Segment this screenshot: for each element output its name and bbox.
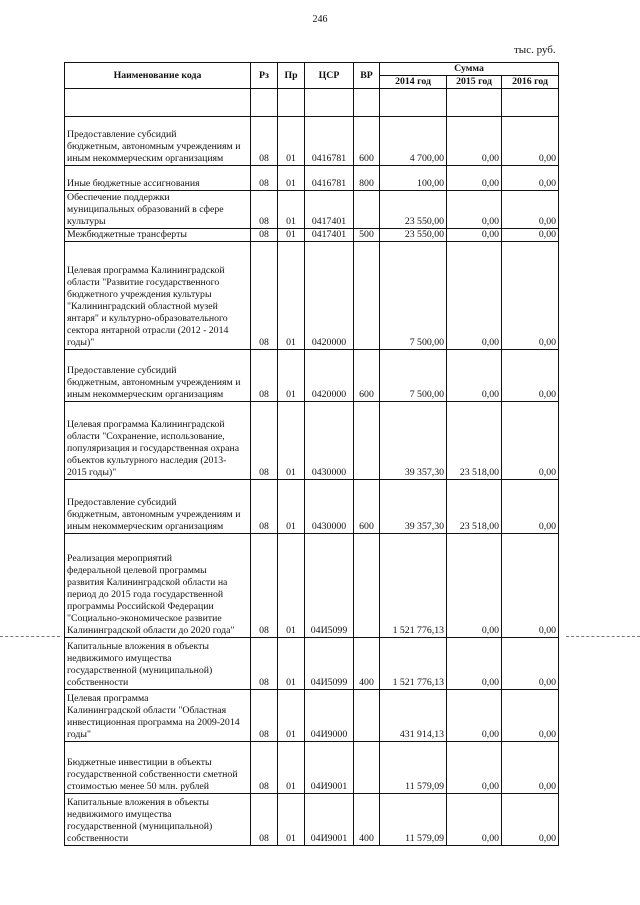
row-vr: [354, 242, 380, 350]
row-2014: 4 700,00: [380, 117, 447, 166]
header-rz: Рз: [251, 63, 278, 89]
row-2015: 0,00: [447, 742, 502, 794]
row-2016: 0,00: [502, 638, 559, 690]
row-name: Предоставление субсидий бюджетным, автономным учреждениям и иным некоммерческим организациям: [67, 365, 241, 400]
header-name: Наименование кода: [65, 63, 251, 89]
row-csr: 04И5099: [305, 638, 354, 690]
row-name: Целевая программа Калининградской области "Сохранение, использование, популяризация и государственная охрана объектов культурного наследия (2013- 2015 годы)": [67, 419, 240, 478]
row-name: Капитальные вложения в объекты недвижимого имущества государственной (муниципальной) собственности: [67, 641, 213, 688]
row-rz: 08: [251, 690, 278, 742]
row-rz: 08: [251, 242, 278, 350]
row-vr: [354, 191, 380, 229]
row-vr: 500: [354, 229, 380, 242]
row-pr: 01: [278, 166, 305, 191]
row-csr: 04И9001: [305, 794, 354, 846]
table-row: [65, 690, 559, 742]
row-rz: 08: [251, 350, 278, 402]
row-2014: 1 521 776,13: [380, 534, 447, 638]
row-pr: 01: [278, 480, 305, 534]
row-pr: 01: [278, 229, 305, 242]
scan-edge-mark: [566, 636, 640, 637]
row-2014: 39 357,30: [380, 480, 447, 534]
row-2014: 39 357,30: [380, 402, 447, 480]
row-2015: 0,00: [447, 229, 502, 242]
row-name: Предоставление субсидий бюджетным, автономным учреждениям и иным некоммерческим организациям: [67, 129, 241, 164]
row-csr: 0416781: [305, 166, 354, 191]
row-2015: 23 518,00: [447, 402, 502, 480]
row-rz: 08: [251, 166, 278, 191]
row-vr: 800: [354, 166, 380, 191]
row-2014: 1 521 776,13: [380, 638, 447, 690]
row-name: Обеспечение поддержки муниципальных образований в сфере культуры: [67, 192, 224, 227]
row-2016: 0,00: [502, 229, 559, 242]
row-rz: 08: [251, 638, 278, 690]
table-row: [65, 480, 559, 534]
row-vr: [354, 742, 380, 794]
row-vr: [354, 690, 380, 742]
row-rz: 08: [251, 191, 278, 229]
table-body: [65, 117, 559, 846]
row-rz: 08: [251, 229, 278, 242]
row-2014: 23 550,00: [380, 229, 447, 242]
row-csr: 0430000: [305, 402, 354, 480]
row-2016: 0,00: [502, 117, 559, 166]
row-2014: 23 550,00: [380, 191, 447, 229]
row-2015: 0,00: [447, 117, 502, 166]
budget-table: [64, 62, 559, 846]
row-vr: 600: [354, 350, 380, 402]
row-rz: 08: [251, 480, 278, 534]
row-2014: 100,00: [380, 166, 447, 191]
row-2016: 0,00: [502, 350, 559, 402]
row-pr: 01: [278, 534, 305, 638]
row-2015: 0,00: [447, 191, 502, 229]
row-name: Межбюджетные трансферты: [67, 229, 187, 240]
row-csr: 0417401: [305, 191, 354, 229]
table-row: [65, 350, 559, 402]
row-name: Капитальные вложения в объекты недвижимого имущества государственной (муниципальной) собственности: [67, 797, 213, 844]
row-2016: 0,00: [502, 166, 559, 191]
row-rz: 08: [251, 117, 278, 166]
header-2014: 2014 год: [380, 76, 447, 89]
row-csr: 0420000: [305, 350, 354, 402]
row-name: Иные бюджетные ассигнования: [67, 178, 200, 189]
row-2014: 431 914,13: [380, 690, 447, 742]
row-csr: 04И9000: [305, 690, 354, 742]
table-row: [65, 242, 559, 350]
row-pr: 01: [278, 638, 305, 690]
row-2015: 0,00: [447, 794, 502, 846]
row-2015: 0,00: [447, 690, 502, 742]
table-row: [65, 534, 559, 638]
row-vr: 400: [354, 638, 380, 690]
row-pr: 01: [278, 742, 305, 794]
row-2016: 0,00: [502, 690, 559, 742]
row-vr: [354, 402, 380, 480]
row-pr: 01: [278, 350, 305, 402]
page-number: 246: [312, 14, 328, 25]
row-csr: 0416781: [305, 117, 354, 166]
row-vr: [354, 534, 380, 638]
table-row: [65, 166, 559, 191]
row-pr: 01: [278, 794, 305, 846]
row-2016: 0,00: [502, 480, 559, 534]
header-csr: ЦСР: [305, 63, 354, 89]
row-2016: 0,00: [502, 794, 559, 846]
row-2015: 0,00: [447, 350, 502, 402]
row-csr: 04И9001: [305, 742, 354, 794]
row-csr: 0420000: [305, 242, 354, 350]
row-2014: 11 579,09: [380, 794, 447, 846]
table-row: [65, 638, 559, 690]
header-pr: Пр: [278, 63, 305, 89]
row-2015: 23 518,00: [447, 480, 502, 534]
row-rz: 08: [251, 742, 278, 794]
row-pr: 01: [278, 191, 305, 229]
units-label: тыс. руб.: [514, 44, 556, 56]
row-2015: 0,00: [447, 638, 502, 690]
header-sum: Сумма: [380, 63, 559, 76]
row-pr: 01: [278, 242, 305, 350]
row-vr: 600: [354, 480, 380, 534]
row-vr: 400: [354, 794, 380, 846]
scan-edge-mark: [0, 636, 60, 637]
row-2016: 0,00: [502, 742, 559, 794]
header-2015: 2015 год: [447, 76, 502, 89]
row-rz: 08: [251, 794, 278, 846]
header-2016: 2016 год: [502, 76, 559, 89]
row-rz: 08: [251, 402, 278, 480]
row-2016: 0,00: [502, 402, 559, 480]
row-name: Целевая программа Калининградской области "Развитие государственного бюджетного учреждения культуры "Калининградский областной музей янтаря" и культурно-образовательного сектора янтарной отрасли (2012 - 2014 годы)": [67, 265, 229, 348]
row-name: Целевая программа Калининградской области "Областная инвестиционная программа на 2009-2014 годы": [67, 693, 240, 740]
row-2016: 0,00: [502, 534, 559, 638]
row-name: Реализация мероприятий федеральной целевой программы развития Калининградской области на период до 2015 года государственной программы Российской Федерации "Социально-экономическое развитие Калининградской области до 2020 года": [67, 553, 235, 636]
row-name: Предоставление субсидий бюджетным, автономным учреждениям и иным некоммерческим организациям: [67, 497, 241, 532]
row-csr: 0417401: [305, 229, 354, 242]
table-row: [65, 742, 559, 794]
table-row: [65, 794, 559, 846]
row-name: Бюджетные инвестиции в объекты государственной собственности сметной стоимостью менее 50 млн. рублей: [67, 757, 238, 792]
row-csr: 04И5099: [305, 534, 354, 638]
row-2015: 0,00: [447, 166, 502, 191]
table-row: [65, 117, 559, 166]
row-2014: 11 579,09: [380, 742, 447, 794]
row-2014: 7 500,00: [380, 242, 447, 350]
row-pr: 01: [278, 690, 305, 742]
row-pr: 01: [278, 117, 305, 166]
row-rz: 08: [251, 534, 278, 638]
row-2016: 0,00: [502, 191, 559, 229]
row-vr: 600: [354, 117, 380, 166]
row-pr: 01: [278, 402, 305, 480]
row-csr: 0430000: [305, 480, 354, 534]
table-row: [65, 402, 559, 480]
row-2015: 0,00: [447, 242, 502, 350]
row-2014: 7 500,00: [380, 350, 447, 402]
row-2015: 0,00: [447, 534, 502, 638]
row-2016: 0,00: [502, 242, 559, 350]
table-row: [65, 191, 559, 229]
table-row: [65, 229, 559, 242]
header-vr: ВР: [354, 63, 380, 89]
